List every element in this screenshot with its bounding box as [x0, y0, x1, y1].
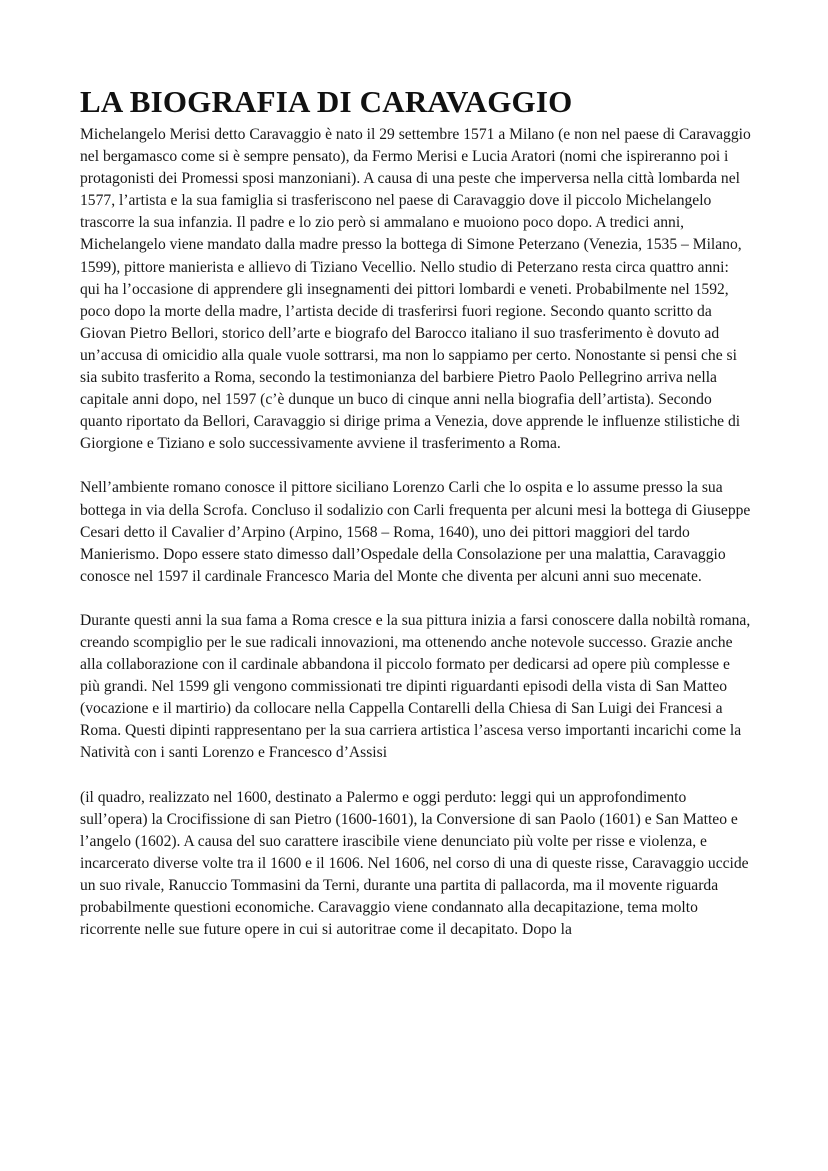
- page-title: LA BIOGRAFIA DI CARAVAGGIO: [80, 84, 573, 119]
- paragraph-early-life: Michelangelo Merisi detto Caravaggio è nato il 29 settembre 1571 a Milano (e non nel paese di Caravaggio nel bergamasco come si è sempre pensato), da Fermo Merisi e Lucia Aratori (nomi che ispireranno poi i protagonisti dei Promessi sposi manzoniani). A causa di una peste che imperversa nella città lombarda nel 1577, l’artista e la sua famiglia si trasferiscono nel paese di Caravaggio dove il piccolo Michelangelo trascorre la sua infanzia. Il padre e lo zio però si ammalano e muoiono poco dopo. A tredici anni, Michelangelo viene mandato dalla madre presso la bottega di Simone Peterzano (Venezia, 1535 – Milano, 1599), pittore manierista e allievo di Tiziano Vecellio. Nello studio di Peterzano resta circa quattro anni: qui ha l’occasione di apprendere gli insegnamenti dei pittori lombardi e veneti. Probabilmente nel 1592, poco dopo la morte della madre, l’artista decide di trasferirsi fuori regione. Secondo quanto scritto da Giovan Pietro Bellori, storico dell’arte e biografo del Barocco italiano il suo trasferimento è dovuto ad un’accusa di omicidio alla quale vuole sottrarsi, ma non lo sappiamo per certo. Nonostante si pensi che si sia subito trasferito a Roma, secondo la testimonianza del barbiere Pietro Paolo Pellegrino arriva nella capitale anni dopo, nel 1597 (c’è dunque un buco di cinque anni nella biografia dell’artista). Secondo quanto riportato da Bellori, Caravaggio si dirige prima a Venezia, dove apprende le influenze stilistiche di Giorgione e Tiziano e solo successivamente avviene il trasferimento a Roma.: [80, 126, 751, 453]
- document-body: [80, 84, 752, 941]
- paragraph-rome-arrival: Nell’ambiente romano conosce il pittore siciliano Lorenzo Carli che lo ospita e lo assume presso la sua bottega in via della Scrofa. Concluso il sodalizio con Carli frequenta per alcuni mesi la bottega di Giuseppe Cesari detto il Cavalier d’Arpino (Arpino, 1568 – Roma, 1640), uno dei pittori maggiori del tardo Manierismo. Dopo essere stato dimesso dall’Ospedale della Consolazione per una malattia, Caravaggio conosce nel 1597 il cardinale Francesco Maria del Monte che diventa per alcuni anni suo mecenate.: [80, 479, 751, 585]
- paragraph-fame-in-rome: Durante questi anni la sua fama a Roma cresce e la sua pittura inizia a farsi conoscere dalla nobiltà romana, creando scompiglio per le sue radicali innovazioni, ma ottenendo anche notevole successo. Grazie anche alla collaborazione con il cardinale abbandona il piccolo formato per dedicarsi ad opere più complesse e più grandi. Nel 1599 gli vengono commissionati tre dipinti riguardanti episodi della vista di San Matteo (vocazione e il martirio) da collocare nella Cappella Contarelli della Chiesa di San Luigi dei Francesi a Roma. Questi dipinti rappresentano per la sua carriera artistica l’ascesa verso importanti incarichi come la Natività con i santi Lorenzo e Francesco d’Assisi: [80, 611, 751, 762]
- paragraph-works-and-crimes: (il quadro, realizzato nel 1600, destinato a Palermo e oggi perduto: leggi qui un approfondimento sull’opera) la Crocifissione di san Pietro (1600-1601), la Conversione di san Paolo (1601) e San Matteo e l’angelo (1602). A causa del suo carattere irascibile viene denunciato più volte per risse e violenza, e incarcerato diverse volte tra il 1600 e il 1606. Nel 1606, nel corso di una di queste risse, Caravaggio uccide un suo rivale, Ranuccio Tommasini da Terni, durante una partita di pallacorda, ma il movente riguarda probabilmente questioni economiche. Caravaggio viene condannato alla decapitazione, tema molto ricorrente nelle sue future opere in cui si autoritrae come il decapitato. Dopo la: [80, 788, 749, 939]
